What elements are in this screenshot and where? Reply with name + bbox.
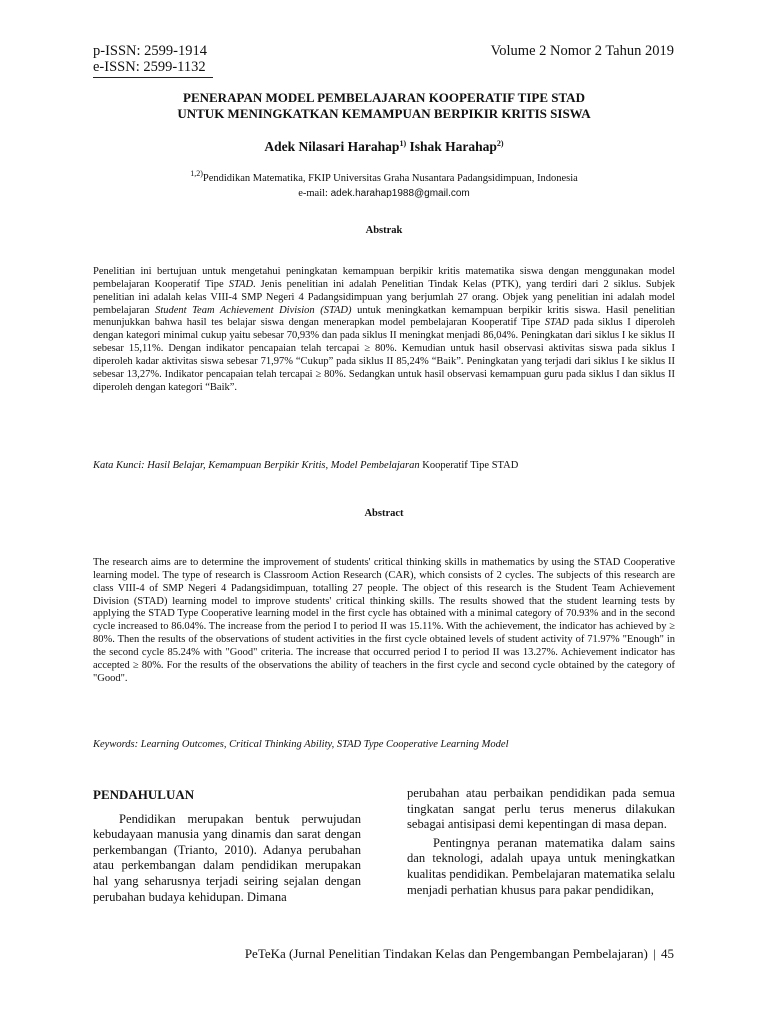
abstrak-text-2: . Jenis penelitian ini adalah Penelitian Tindak Kelas (PTK), yang terdiri dari 2 siklus. Subjek penelitian ini adalah kelas VIII-4 SMP Negeri 4 Padangsidimpuan yang berjumlah 27 orang. Objek yang penelitian ini adalah model pembelajaran [93,278,675,316]
abstrak-heading: Abstrak [365,225,403,236]
abstrak-italic-1: STAD [228,278,254,290]
authors [80,139,688,155]
keywords-text: Keywords: Learning Outcomes, Critical Thinking Ability, STAD Type Cooperative Learning Model [93,739,509,750]
p-issn: p-ISSN: 2599-1914 [93,43,207,59]
kata-kunci-rest: Kooperatif Tipe STAD [419,460,519,471]
body-left-column [93,787,361,908]
abstrak-text-3: untuk meningkatkan kemampuan berpikir kritis siswa. Hasil penelitian menunjukkan bahwa hasil tes belajar siswa dengan menerapkan model pembelajaran Kooperatif Tipe [93,304,675,329]
kata-kunci-label: Kata Kunci: Hasil Belajar, Kemampuan Berpikir Kritis, Model Pembelajaran [93,460,420,471]
left-paragraph: Pendidikan merupakan bentuk perwujudan kebudayaan manusia yang dinamis dan sarat dengan perkembangan (Trianto, 2010). Adanya perubahan atau perkembangan dalam pendidikan merupakan hal yang seharusnya terjadi seiring sejalan dengan perubahan budaya kehidupan. Dimana [93,811,361,904]
journal-name: PeTeKa (Jurnal Penelitian Tindakan Kelas dan Pengembangan Pembelajaran) [244,946,648,961]
abstrak-body [93,266,675,394]
abstract-heading: Abstract [364,508,404,519]
footer-separator: | [653,946,656,961]
volume-info: Volume 2 Nomor 2 Tahun 2019 [490,43,674,59]
page-number: 45 [661,946,674,961]
header-rule [93,77,213,78]
page-footer [245,946,674,962]
keywords [93,739,683,750]
author-2-sup: 2) [496,139,504,148]
author-1-sup: 1) [399,139,407,148]
abstrak-text-4: pada siklus I diperoleh dengan kategori minimal cukup yaitu sebesar 70,93% dan pada siklus II meningkat menjadi 86,04%. Peningkatan dari siklus I ke siklus II sebesar 15,11%. Dengan indikator pencapaian telah tercapai ≥ 80%. Kemudian untuk hasil observasi aktivitas siswa pada siklus I diperoleh kadar aktivitas siswa sebesar 71,97% “Cukup” pada siklus II 85,24% “Baik”. Peningkatan yang terjadi dari siklus I ke siklus II sebesar 13,27%. Indikator pencapaian telah tercapai ≥ 80%. Sedangkan untuk hasil observasi kemampuan guru pada siklus I dan siklus II diperoleh dengan kategori “Baik”. [93,317,675,393]
affiliation-sup: 1,2) [190,169,203,178]
e-issn: e-ISSN: 2599-1132 [93,59,206,75]
body-right-column [407,786,675,901]
author-1: Adek Nilasari Harahap [264,139,400,154]
abstrak-italic-2: Student Team Achievement Division (STAD) [155,304,352,316]
title-line-1: PENERAPAN MODEL PEMBELAJARAN KOOPERATIF TIPE STAD [183,90,585,105]
author-2: Ishak Harahap [406,139,497,154]
issn-block [93,43,207,75]
kata-kunci [93,460,683,471]
abstrak-text-1: Penelitian ini bertujuan untuk mengetahui peningkatan kemampuan berpikir kritis matematika siswa dengan menggunakan model pembelajaran Kooperatif Tipe [93,266,675,290]
title-line-2: UNTUK MENINGKATKAN KEMAMPUAN BERPIKIR KRITIS SISWA [177,106,591,121]
affiliation [80,166,688,201]
email-label: e-mail: [298,188,331,199]
email-address[interactable]: adek.harahap1988@gmail.com [330,188,470,199]
paper-title [80,90,688,122]
affiliation-text: Pendidikan Matematika, FKIP Universitas Graha Nusantara Padangsidimpuan, Indonesia [202,173,578,184]
section-heading: PENDAHULUAN [93,787,195,802]
abstrak-italic-3: STAD [544,317,570,329]
right-paragraph-2: Pentingnya peranan matematika dalam sains dan teknologi, adalah upaya untuk meningkatkan kualitas pendidikan. Pembelajaran matematika selalu menjadi perhatian khusus para pakar pendidikan, [407,835,675,897]
abstract-body: The research aims are to determine the improvement of students' critical thinking skills in mathematics by using the STAD Cooperative learning model. The type of research is Classroom Action Research (CAR), which consists of 2 cycles. The subjects of this research are class VIII-4 of SMP Negeri 4 Padangsidimpuan, totalling 27 people. The object of this research is the Student Team Achievement Division (STAD) learning model to improve students' critical thinking skills. The results showed that the student learning tests by applying the STAD Type Cooperative learning model in the first cycle has obtained with a minimal category of 70.93% and in the second cycle increased to 86.04%. The increase from the period I to period II was 15.11%. With the achievement, the indicator has achieved by ≥ 80%. Then the results of the observations of student activities in the first cycle obtained levels of student activity of 71.97% "Enough" in the second cycle 85.24% with "Good" criteria. The increase that occurred period I to period II was 13.27%. Achievement indicator has accepted ≥ 80%. For the results of the observations the ability of teachers in the first cycle and second cycle obtained by the category of "Good". [93,557,675,684]
right-paragraph-1: perubahan atau perbaikan pendidikan pada semua tingkatan sangat perlu terus menerus dilakukan sebagai antisipasi demi kepentingan di masa depan. [407,786,675,832]
